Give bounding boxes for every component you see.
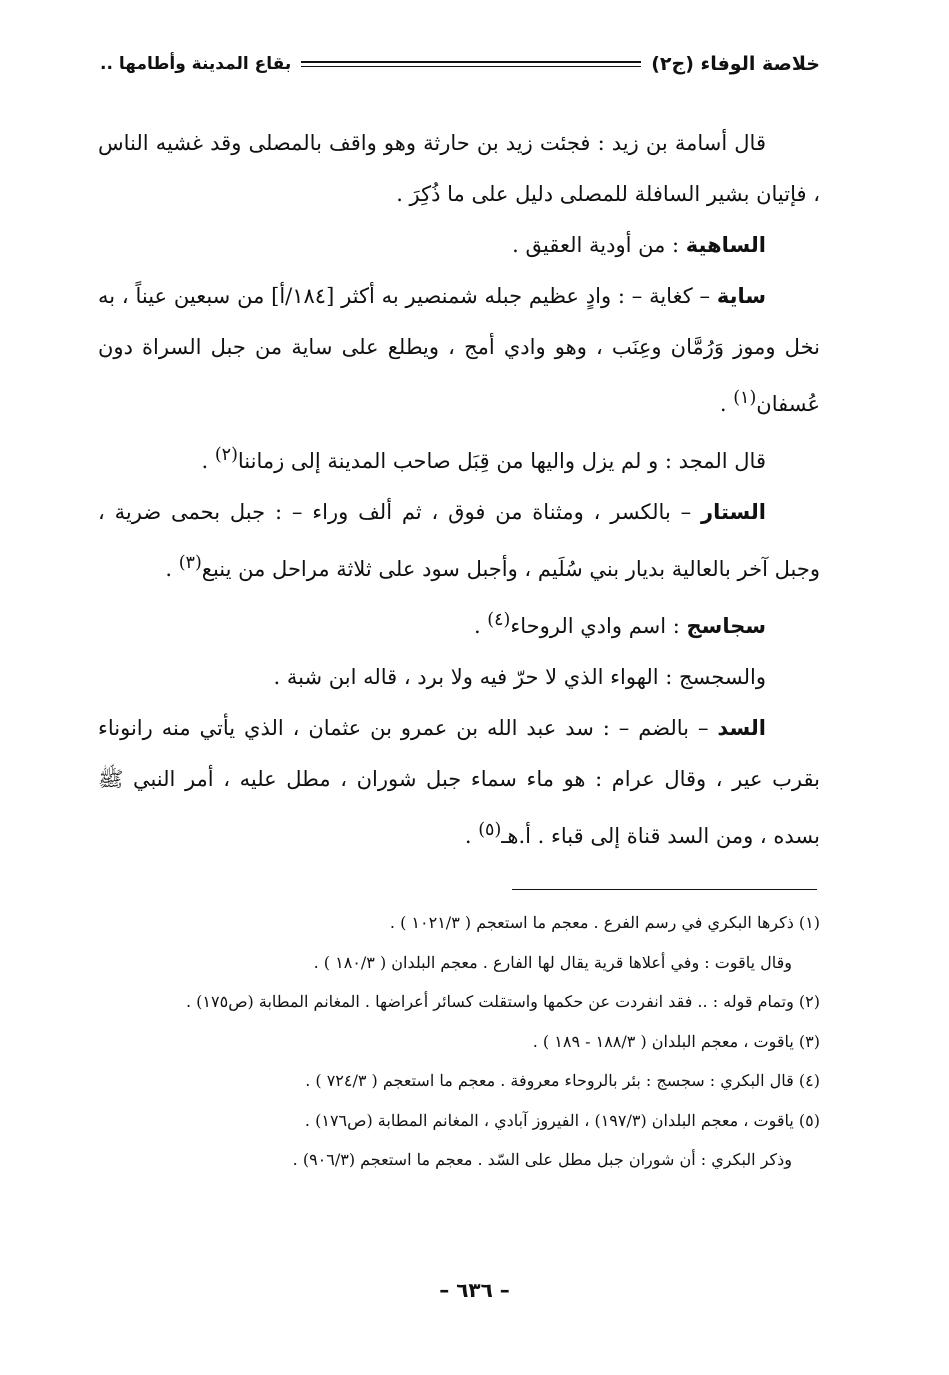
paragraph: قال المجد : و لم يزل واليها من قِبَل صاحب المدينة إلى زماننا$^{(٢)}$ .: [201, 445, 766, 473]
paragraph: السد – بالضم – : سد عبد الله بن عمرو بن عثمان ، الذي يأتي منه رانوناء بقرب عير ، وقال عرام : هو ماء سماء جبل شوران ، مطل عليه ، أمر النبي ﷺ بسده ، ومن السد قناة إلى قباء . أ.هـ$^{(٥)}$ .: [98, 716, 820, 848]
header-title: خلاصة الوفاء (ج٢): [651, 53, 820, 75]
page-number: – ٦٣٦ –: [439, 1278, 510, 1302]
entry-term: ساية: [716, 284, 766, 308]
footnote-ref: (٣): [178, 553, 202, 573]
paragraph: ساية – كغاية – : وادٍ عظيم جبله شمنصير به أكثر [١٨٤/أ] من سبعين عيناً ، به نخل وموز وَرُمَّان وعِنَب ، وهو وادي أمج ، ويطلع على ساية من جبل السراة دون عُسفان$^{(١)}$ .: [98, 284, 820, 416]
entry-term: السد: [717, 716, 766, 740]
footnote-item: (٣) ياقوت ، معجم البلدان ( ١٨٨/٣ - ١٨٩ ) .: [532, 1031, 820, 1051]
paragraph: الستار – بالكسر ، ومثناة من فوق ، ثم ألف وراء – : جبل بحمى ضرية ، وجبل آخر بالعالية بديار بني سُلَيم ، وأجبل سود على ثلاثة مراحل من ينبع$^{(٣)}$ .: [98, 500, 820, 581]
footnote-ref: (١): [733, 388, 757, 408]
main-text: [98, 118, 820, 862]
footnote-item: (٥) ياقوت ، معجم البلدان (١٩٧/٣) ، الفيروز آبادي ، المغانم المطابة (ص١٧٦) .: [304, 1110, 820, 1130]
footnote-item: (١) ذكرها البكري في رسم الفرع . معجم ما استعجم ( ١٠٢١/٣ ) .: [389, 913, 820, 932]
paragraph: قال أسامة بن زيد : فجئت زيد بن حارثة وهو واقف بالمصلى وقد غشيه الناس ، فإتيان بشير السافلة للمصلى دليل على ما ذُكِرَ .: [98, 131, 820, 206]
footnote-item: وقال ياقوت : وفي أعلاها قرية يقال لها الفارع . معجم البلدان ( ١٨٠/٣ ) .: [313, 952, 792, 972]
paragraph: والسجسج : الهواء الذي لا حرّ فيه ولا برد ، قاله ابن شبة .: [273, 665, 766, 689]
entry-term: سجاسج: [686, 614, 766, 638]
footnote-item: وذكر البكري : أن شوران جبل مطل على السّد . معجم ما استعجم (٩٠٦/٣) .: [292, 1150, 792, 1169]
footnote-divider: [512, 889, 817, 890]
footnote-ref: (٢): [214, 445, 238, 465]
entry-term: الساهية: [685, 233, 766, 257]
header-rule: [301, 61, 641, 67]
footnote-ref: (٤): [487, 610, 511, 630]
footnote-ref: (٥): [478, 820, 502, 840]
paragraph: سجاسج : اسم وادي الروحاء$^{(٤)}$ .: [473, 610, 766, 638]
footnote-item: (٢) وتمام قوله : .. فقد انفردت عن حكمها واستقلت كسائر أعراضها . المغانم المطابة (ص١٧٥) .: [185, 992, 820, 1011]
running-header: [100, 46, 820, 82]
footnotes: [98, 903, 820, 1180]
header-subtitle: بقاع المدينة وأطامها ..: [100, 54, 292, 74]
entry-term: الستار: [701, 500, 766, 524]
paragraph: الساهية : من أودية العقيق .: [512, 233, 766, 257]
footnote-item: (٤) قال البكري : سجسج : بئر بالروحاء معروفة . معجم ما استعجم ( ٧٢٤/٣ ) .: [305, 1071, 820, 1090]
